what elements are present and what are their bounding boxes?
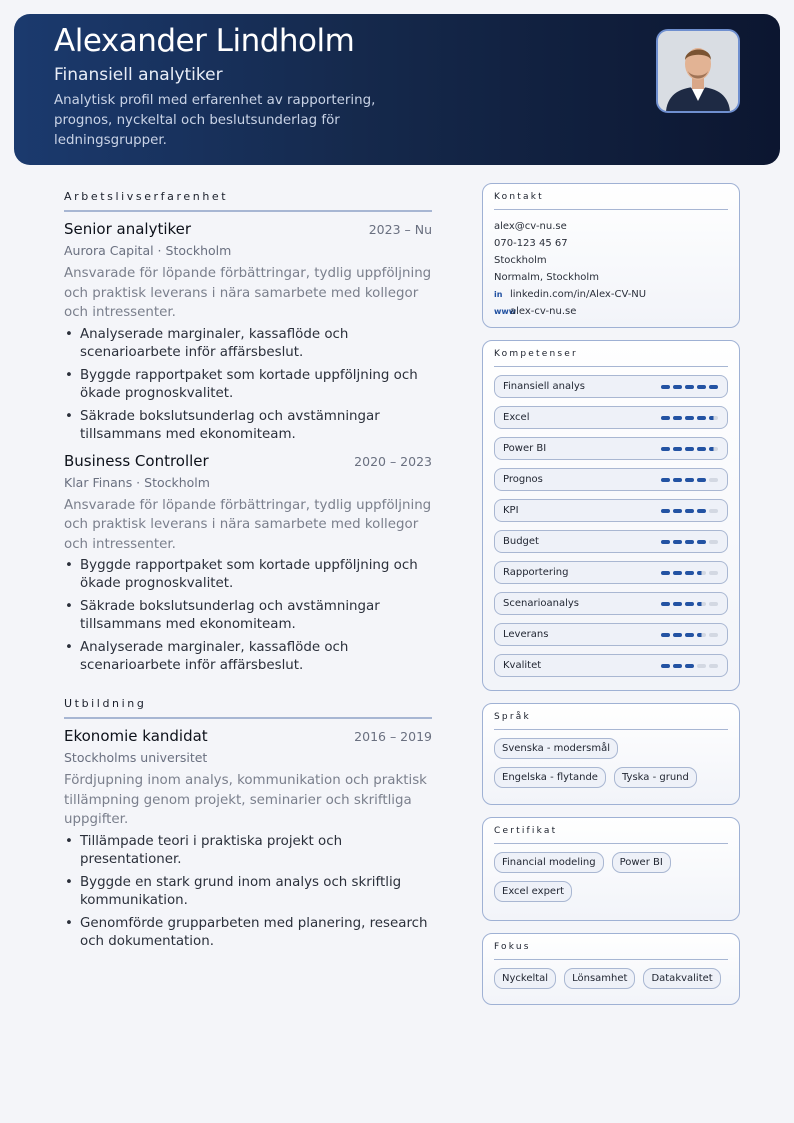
skill-level-dot [697,540,706,544]
skill-level-dot [697,633,706,637]
job-title: Finansiell analytiker [54,65,223,85]
contact-area: Normalm, Stockholm [494,272,599,283]
skill-level-dot [685,571,694,575]
skill-item [494,623,728,646]
focus-tag: Nyckeltal [494,968,556,989]
entry-title: Business Controller [64,451,209,470]
skill-label: Excel [503,412,530,423]
skill-level-dot [673,540,682,544]
skill-level-dot [661,509,670,513]
skill-label: Rapportering [503,567,569,578]
entry-date: 2020 – 2023 [354,453,432,469]
entry-organization: Klar Finans · Stockholm [64,474,210,490]
skill-level-meter [661,416,718,420]
skill-label: KPI [503,505,519,516]
skill-level-dot [685,416,694,420]
skill-item [494,561,728,584]
skill-level-dot [685,385,694,389]
skill-level-dot [673,447,682,451]
skill-level-dot [673,385,682,389]
experience-entry [64,452,432,676]
entry-title: Senior analytiker [64,220,192,238]
skills-list [494,375,728,677]
linkedin-link[interactable]: linkedin.com/in/Alex-CV-NU [510,289,647,300]
contact-email[interactable]: alex@cv-nu.se [494,221,567,232]
entry-description: Ansvarade för löpande förbättringar, tydlig uppföljning och praktisk leverans i nära samarbete med kollegor och intressenter. [64,497,432,552]
entry-date: 2016 – 2019 [354,729,432,744]
skill-level-dot [709,602,718,606]
skill-level-dot [661,478,670,482]
bullet-item: • Genomförde grupparbeten med planering, research och dokumentation. [64,915,432,951]
entry-bullets [64,557,432,675]
bullet-item: • Byggde rapportpaket som kortade uppföljning och ökade prognoskvalitet. [64,367,432,403]
skill-level-dot [685,478,694,482]
skill-level-dot [661,540,670,544]
website-link[interactable]: alex-cv-nu.se [510,306,577,317]
skill-label: Leverans [503,629,549,640]
bullet-item: • Säkrade bokslutsunderlag och avstämningar tillsammans med ekonomiteam. [64,408,432,444]
entry-bullets [64,326,432,444]
education-entry [64,727,432,951]
focus-list [494,968,728,989]
contact-phone[interactable]: 070-123 45 67 [494,238,568,249]
skill-level-dot [685,633,694,637]
skill-level-dot [709,633,718,637]
certificates-heading: Certifikat [494,826,728,844]
skill-level-dot [685,447,694,451]
contact-city: Stockholm [494,255,547,266]
skill-level-dot [709,385,718,389]
skill-level-dot [685,664,694,668]
skill-level-dot [661,571,670,575]
entry-organization: Aurora Capital · Stockholm [64,243,232,258]
skill-label: Power BI [503,443,547,454]
languages-card [482,703,740,805]
skill-level-meter [661,571,718,575]
bullet-item: • Analyserade marginaler, kassaflöde och scenarioarbete inför affärsbeslut. [64,326,432,362]
skill-label: Scenarioanalys [503,598,579,609]
skill-level-meter [661,664,718,668]
language-tag: Svenska - modersmål [494,738,618,759]
skill-level-dot [697,664,706,668]
skill-level-dot [697,602,706,606]
skill-level-dot [661,416,670,420]
certificate-tag: Excel expert [494,881,572,902]
skill-level-dot [697,385,706,389]
skill-level-dot [709,664,718,668]
bullet-item: • Tillämpade teori i praktiska projekt och presentationer. [64,833,432,869]
education-heading: Utbildning [64,697,432,719]
skill-level-dot [673,509,682,513]
skill-level-meter [661,478,718,482]
linkedin-icon: in [494,290,503,299]
skill-item [494,592,728,615]
skill-level-dot [661,664,670,668]
header-banner [14,14,780,165]
focus-heading: Fokus [494,942,728,960]
skill-level-dot [697,509,706,513]
skill-level-dot [673,602,682,606]
skill-level-dot [661,602,670,606]
skill-level-dot [697,478,706,482]
skill-level-meter [661,633,718,637]
skill-item [494,530,728,553]
skill-item [494,406,728,429]
contact-website[interactable] [494,303,728,320]
skill-level-dot [709,478,718,482]
entry-date: 2023 – Nu [368,222,432,237]
bullet-item: • Byggde rapportpaket som kortade uppföljning och ökade prognoskvalitet. [64,557,432,593]
skill-level-dot [697,447,706,451]
skill-level-dot [661,385,670,389]
skill-level-dot [697,416,706,420]
skill-item [494,468,728,491]
skill-level-dot [673,664,682,668]
skill-item [494,437,728,460]
contact-linkedin[interactable] [494,286,728,303]
skill-item [494,654,728,677]
main-column [64,190,432,956]
entry-description: Fördjupning inom analys, kommunikation och praktisk tillämpning genom projekt, seminarier och skriftliga uppgifter. [64,773,427,827]
skill-level-dot [661,633,670,637]
skill-label: Prognos [503,474,543,485]
languages-list [494,738,728,788]
bullet-item: • Byggde en stark grund inom analys och skriftlig kommunikation. [64,874,432,910]
skill-level-dot [673,478,682,482]
skill-level-dot [709,447,718,451]
focus-tag: Lönsamhet [564,968,635,989]
experience-entry [64,220,432,444]
certificates-list [494,852,728,902]
profile-summary: Analytisk profil med erfarenhet av rapportering, prognos, nyckeltal och beslutsunderlag för ledningsgrupper. [54,93,376,148]
skills-card [482,340,740,691]
bullet-item: • Analyserade marginaler, kassaflöde och scenarioarbete inför affärsbeslut. [64,639,432,675]
skill-level-dot [709,540,718,544]
skill-level-dot [673,633,682,637]
certificate-tag: Financial modeling [494,852,604,873]
skill-level-dot [685,509,694,513]
skill-label: Kvalitet [503,660,542,671]
skills-heading: Kompetenser [494,349,728,367]
skill-level-dot [709,509,718,513]
entry-title: Ekonomie kandidat [64,727,208,745]
bullet-item: • Säkrade bokslutsunderlag och avstämningar tillsammans med ekonomiteam. [64,598,432,634]
certificates-card [482,817,740,921]
skill-label: Finansiell analys [503,381,585,392]
entry-description: Ansvarade för löpande förbättringar, tydlig uppföljning och praktisk leverans i nära samarbete med kollegor och intressenter. [64,266,432,320]
experience-heading: Arbetslivserfarenhet [64,190,432,212]
skill-level-meter [661,540,718,544]
entry-organization: Stockholms universitet [64,750,208,765]
skill-item [494,499,728,522]
entry-bullets [64,833,432,951]
skill-level-meter [661,602,718,606]
skill-level-meter [661,447,718,451]
skill-level-dot [685,540,694,544]
focus-tag: Datakvalitet [643,968,720,989]
focus-card [482,933,740,1005]
candidate-name: Alexander Lindholm [54,23,355,59]
skill-level-dot [661,447,670,451]
skill-level-dot [709,571,718,575]
certificate-tag: Power BI [612,852,671,873]
globe-icon: www [494,307,517,316]
contact-card [482,183,740,328]
profile-photo [656,29,740,113]
language-tag: Engelska - flytande [494,767,606,788]
skill-level-dot [685,602,694,606]
skill-label: Budget [503,536,539,547]
skill-level-dot [673,571,682,575]
skill-level-meter [661,509,718,513]
languages-heading: Språk [494,712,728,730]
skill-level-dot [673,416,682,420]
skill-level-dot [709,416,718,420]
skill-level-dot [697,571,706,575]
skill-level-meter [661,385,718,389]
skill-item [494,375,728,398]
contact-heading: Kontakt [494,192,728,210]
language-tag: Tyska - grund [614,767,697,788]
